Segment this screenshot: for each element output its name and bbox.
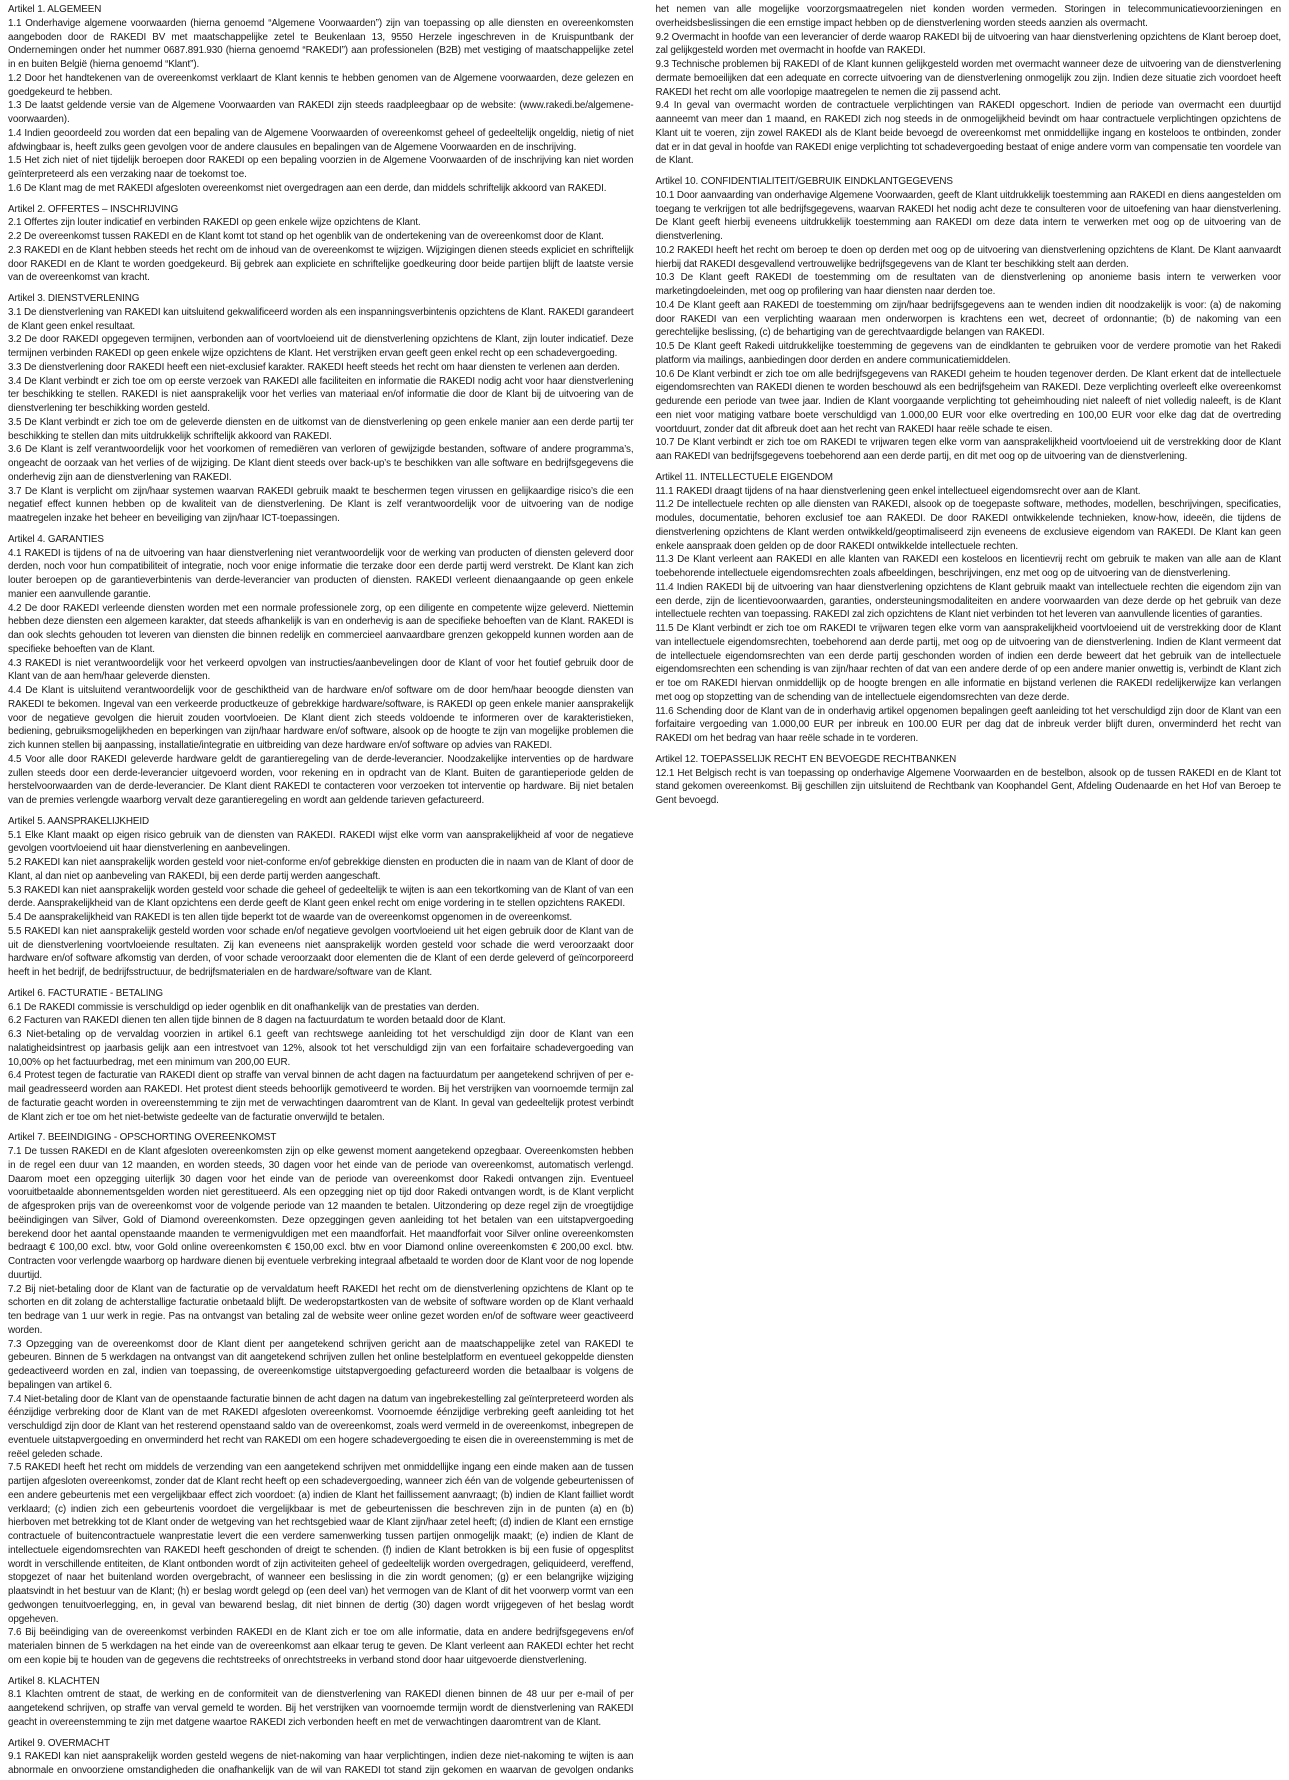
article-paragraph: 11.1 RAKEDI draagt tijdens of na haar dienstverlening geen enkel intellectueel eigendomsrecht over aan de Klant.: [655, 485, 1141, 497]
article-section: [656, 471, 1282, 746]
article-title: Artikel 12. TOEPASSELIJK RECHT EN BEVOEGDE RECHTBANKEN: [655, 753, 957, 765]
article-paragraph: 2.3 RAKEDI en de Klant hebben steeds het recht om de inhoud van de overeenkomst te wijzigen. Wijzigingen dienen steeds expliciet en schriftelijk door RAKEDI en de Klant te worden goedgekeurd. Bij gebrek aan expliciete en schriftelijke goedkeuring door beide partijen blijft de laatste versie van de overeenkomst van kracht.: [8, 244, 634, 284]
article-paragraph: 9.2 Overmacht in hoofde van een leverancier of derde waarop RAKEDI bij de uitvoering van haar dienstverlening opzichtens de Klant beroep doet, zal gelijkgesteld worden met overmacht in hoofde van RAKEDI.: [655, 31, 1281, 57]
article-title: Artikel 3. DIENSTVERLENING: [8, 293, 140, 304]
article-title: Artikel 7. BEEINDIGING - OPSCHORTING OVEREENKOMST: [8, 1132, 277, 1144]
article-paragraph: 4.4 De Klant is uitsluitend verantwoordelijk voor de geschiktheid van de hardware en/of software om de door hem/haar beoogde diensten van RAKEDI te bekomen. Ingeval van een verkeerde productkeuze of gebrekkige hardware/software, is RAKEDI op geen enkele manier aansprakelijk voor de negatieve gevolgen die hieruit zouden voortvloeien. De Klant dient zich steeds voldoende te informeren over de karakteristieken, bediening, gebruiksmogelijkheden en beperkingen van zijn/haar hardware en/of software, alsook op de hoogte te zijn van mogelijke problemen die zich kunnen stellen bij aanpassing, installatie/integratie en uitbreiding van deze hardware en/of software op advies van RAKEDI.: [8, 685, 634, 751]
article-paragraph: 10.2 RAKEDI heeft het recht om beroep te doen op derden met oog op de uitvoering van dienstverlening opzichtens de Klant. De Klant aanvaardt hierbij dat RAKEDI desgevallend vertrouwelijke bedrijfsgegevens van de Klant ter beschikking stelt aan derden.: [655, 244, 1281, 270]
article-title: Artikel 5. AANSPRAKELIJKHEID: [8, 815, 149, 827]
article-paragraph: 11.6 Schending door de Klant van de in onderhavig artikel opgenomen bepalingen geeft aanleiding tot het verschuldigd zijn door de Klant van een forfaitaire vergoeding van 1.000,00 EUR per inbreuk en 100.00 EUR per dag dat de inbreuk verder blijft duren, onverminderd het recht van RAKEDI om het bedrag van haar reële schade in te vorderen.: [655, 705, 1281, 744]
article-section: [8, 203, 634, 286]
article-paragraph: 5.5 RAKEDI kan niet aansprakelijk gesteld worden voor schade en/of negatieve gevolgen voortvloeiend uit het eigen gebruik door de Klant van de uit de dienstverlening voortvloeiende resultaten. Zij kan eveneens niet aansprakelijk worden gesteld voor schade die werd veroorzaakt door hardware en/of software afkomstig van derden, of voor schade veroorzaakt door elementen die de Klant of een derde geleverd of geïncorporeerd heeft in het bedrijf, de bedrijfsstructuur, de bedrijfsmaterialen en de hardware/software van de Klant.: [8, 925, 634, 978]
article-paragraph: 6.3 Niet-betaling op de vervaldag voorzien in artikel 6.1 geeft van rechtswege aanleiding tot het verschuldigd zijn door de Klant van een nalatigheidsintrest op jaarbasis gelijk aan een intrestvoet van 12%, alsook tot het verschuldigd zijn van een forfaitaire schadevergoeding van 10,00% op het factuurbedrag, met een minimum van 200,00 EUR.: [8, 1029, 634, 1068]
article-paragraph: 2.2 De overeenkomst tussen RAKEDI en de Klant komt tot stand op het ogenblik van de ondertekening van de overeenkomst door de Klant.: [8, 231, 604, 242]
article-paragraph: 10.1 Door aanvaarding van onderhavige Algemene Voorwaarden, geeft de Klant uitdrukkelijk toestemming aan RAKEDI en diens aangestelden om toegang te verkrijgen tot alle bedrijfsgegevens, waarvan RAKEDI het nodig acht deze te consulteren voor de uitoefening van haar dienstverlening. De Klant geeft hierbij eveneens uitdrukkelijk toestemming aan RAKEDI om deze data intern te verwerken met oog op de uitvoering van de dienstverlening.: [655, 189, 1281, 242]
article-paragraph: 11.3 De Klant verleent aan RAKEDI en alle klanten van RAKEDI een kosteloos en licentievrij recht om gebruik te maken van alle aan de Klant toebehorende intellectuele eigendomsrechten zoals afbeeldingen, beschrijvingen, enz met oog op de uitvoering van de dienstverlening.: [655, 554, 1281, 579]
article-paragraph: 10.5 De Klant geeft Rakedi uitdrukkelijke toestemming de gegevens van de eindklanten te gebruiken voor de verdere promotie van het Rakedi platform via mailings, aanbiedingen door derden en andere communicatiemiddelen.: [655, 341, 1281, 366]
article-paragraph: 9.4 In geval van overmacht worden de contractuele verplichtingen van RAKEDI opgeschort. Indien de periode van overmacht een duurtijd aanneemt van meer dan 1 maand, en RAKEDI zich nog steeds in de onmogelijkheid bevindt om haar contractuele verplichtingen opzichtens de Klant uit te voeren, zijn zowel RAKEDI als de Klant beide bevoegd de overeenkomst met onmiddellijke ingang en kosteloos te ontbinden, zonder dat er in dat geval in hoofde van RAKEDI enige verplichting tot schadevergoeding bestaat of enige andere vorm van compensatie ten voordele van de Klant.: [655, 100, 1281, 167]
article-paragraph: 4.1 RAKEDI is tijdens of na de uitvoering van haar dienstverlening niet verantwoordelijk voor de werking van producten of diensten geleverd door derden, noch voor hun compatibiliteit of integratie, noch voor enige informatie die terzake door een derde partij werd verstrekt. De Klant kan zich louter beroepen op de garantieverbintenis van derde-leverancier van producten of diensten. RAKEDI verleent dienaangaande op geen enkele manier een aanvullende garantie.: [8, 547, 634, 600]
article-paragraph: 5.2 RAKEDI kan niet aansprakelijk worden gesteld voor niet-conforme en/of gebrekkige diensten en producten die in naam van de Klant of door de Klant, al dan niet op aanbeveling van RAKEDI, bij een derde partij werden aangeschaft.: [8, 857, 634, 882]
article-title: Artikel 11. INTELLECTUELE EIGENDOM: [655, 471, 833, 483]
article-section: [8, 1675, 634, 1730]
article-section: [8, 1131, 634, 1667]
article-paragraph: 6.4 Protest tegen de facturatie van RAKEDI dient op straffe van verval binnen de acht dagen na factuurdatum per aangetekend schrijven of per e-mail geadresseerd worden aan RAKEDI. Het protest dient steeds behoorlijk gemotiveerd te worden. Bij het verstrijken van voornoemde termijn zal de facturatie geacht worden in overeenstemming te zijn met de verwachtingen daaromtrent van de Klant. In geval van gedeeltelijk protest verbindt de Klant zich er toe om het niet-betwiste gedeelte van de facturatie onverwijld te betalen.: [8, 1070, 634, 1123]
article-section: [8, 3, 634, 196]
article-paragraph: 5.1 Elke Klant maakt op eigen risico gebruik van de diensten van RAKEDI. RAKEDI wijst elke vorm van aansprakelijkheid af voor de negatieve gevolgen voortvloeiend uit haar dienstverlening en aanbevelingen.: [8, 829, 634, 855]
article-paragraph: 7.2 Bij niet-betaling door de Klant van de facturatie op de vervaldatum heeft RAKEDI het recht om de dienstverlening opzichtens de Klant op te schorten en dit zolang de achterstallige facturatie onbetaald blijft. De wederopstartkosten van de website of software worden op de Klant verhaald ten bedrage van 1 uur werk in regie. Pas na ontvangst van betaling zal de website weer online gezet worden en/of de software weer geactiveerd worden.: [8, 1283, 634, 1336]
article-paragraph: 4.5 Voor alle door RAKEDI geleverde hardware geldt de garantieregeling van de derde-leverancier. Noodzakelijke interventies op de hardware zullen steeds door een derde-leverancier uitgevoerd worden, voor rekening en in opdracht van de Klant. Buiten de garantieperiode gelden de herstelvoorwaarden van de derde-leverancier. De Klant dient RAKEDI te contacteren voor verzoeken tot interventie op hardware. Bij niet betalen van de premies verlengde waarborg vervalt deze garantieregeling en wordt aan geldende tarieven gefactureerd.: [8, 753, 634, 806]
article-section: [8, 533, 634, 808]
article-paragraph: 2.1 Offertes zijn louter indicatief en verbinden RAKEDI op geen enkele wijze opzichtens de Klant.: [8, 217, 421, 229]
article-paragraph: 12.1 Het Belgisch recht is van toepassing op onderhavige Algemene Voorwaarden en de bestelbon, alsook op de tussen RAKEDI en de Klant tot stand gekomen overeenkomst. Bij geschillen zijn uitsluitend de Rechtbank van Koophandel Gent, Afdeling Oudenaarde en het Hof van Beroep te Gent bevoegd.: [655, 767, 1281, 806]
article-title: Artikel 4. GARANTIES: [8, 533, 104, 545]
article-paragraph: 7.3 Opzegging van de overeenkomst door de Klant dient per aangetekend schrijven gericht aan de maatschappelijke zetel van RAKEDI te gebeuren. Binnen de 5 werkdagen na ontvangst van dit aangetekend schrijven zullen het online bestelplatform en eventueel gekoppelde diensten gedeactiveerd worden en zal, indien van toepassing, de overeenkomstige uitstapvergoeding gefactureerd worden die betaalbaar is volgens de bepalingen van artikel 6.: [8, 1338, 634, 1391]
article-paragraph: 5.3 RAKEDI kan niet aansprakelijk worden gesteld voor schade die geheel of gedeeltelijk te wijten is aan een tekortkoming van de Klant of van een derde. Aansprakelijkheid van de Klant opzichtens een derde geeft de Klant geen enkel recht om enige vordering in te stellen opzichtens RAKEDI.: [8, 884, 634, 910]
article-paragraph: 6.1 De RAKEDI commissie is verschuldigd op ieder ogenblik en dit onafhankelijk van de prestaties van derden.: [8, 1001, 480, 1013]
article-title: Artikel 1. ALGEMEEN: [8, 4, 102, 15]
article-paragraph: 11.5 De Klant verbindt er zich toe om RAKEDI te vrijwaren tegen elke vorm van aansprakelijkheid voortvloeiend uit de verstrekking door de Klant van intellectuele eigendomsrechten, toebehorend aan derde partij, met oog op de uitvoering van de dienstverlening. Indien de Klant vermeent dat de intellectuele eigendomsrechten van een derde partij geschonden worden of indien een derde beweert dat het gebruik van de intellectuele eigendomsrechten een schending is van zijn/haar rechten of dat van een andere derde of op een andere manier onwettig is, verbindt de Klant zich er toe om RAKEDI hiervan onmiddellijk op de hoogte brengen en alle informatie en bijstand verlenen die RAKEDI redelijkerwijze kan verlangen met oog op stopzetting van de schending van de intellectuele eigendomsrechten van deze derde.: [655, 623, 1281, 703]
article-paragraph: 3.5 De Klant verbindt er zich toe om de geleverde diensten en de uitkomst van de dienstverlening op geen enkele manier aan een derde partij ter beschikking te stellen dan mits uitdrukkelijk schriftelijk akkoord van RAKEDI.: [8, 416, 634, 442]
article-paragraph: 10.6 De Klant verbindt er zich toe om alle bedrijfsgegevens van RAKEDI geheim te houden tegenover derden. De Klant erkent dat de intellectuele eigendomsrechten van RAKEDI dienen te worden beschouwd als een bedrijfsgeheim van RAKEDI. Deze verplichting overleeft elke overeenkomst gedurende een periode van twee jaar. Indien de Klant voorgaande verplichting tot geheimhouding niet naleeft of niet volledig naleeft, is de Klant een niet voor matiging vatbare boete verschuldigd van 1.000,00 EUR voor elke overtreding en 100,00 EUR voor elke dag dat de overtreding voortduurt, zonder dat dit afbreuk doet aan het recht van RAKEDI haar reële schade te eisen.: [655, 368, 1281, 435]
article-paragraph: 1.6 De Klant mag de met RAKEDI afgesloten overeenkomst niet overgedragen aan een derde, dan middels schriftelijk akkoord van RAKEDI.: [8, 182, 607, 194]
article-paragraph: 7.6 Bij beëindiging van de overeenkomst verbinden RAKEDI en de Klant zich er toe om alle informatie, data en andere bedrijfsgegevens en/of materialen binnen de 5 werkdagen na het einde van de overeenkomst aan elkaar terug te geven. De Klant verleent aan RAKEDI echter het recht om een kopie bij te houden van de gegevens die rechtstreeks of onrechtstreeks in verband stond door haar uitgevoerde dienstverlening.: [8, 1627, 634, 1666]
article-paragraph: 4.2 De door RAKEDI verleende diensten worden met een normale professionele zorg, op een diligente en competente wijze geleverd. Niettemin hebben deze diensten een algemeen karakter, dat steeds afhankelijk is van en onderhevig is aan de specifieke behoeften van de Klant. RAKEDI is dan ook slechts gehouden tot leveren van diensten die binnen redelijk en commercieel aanvaardbare grenzen gekoppeld kunnen worden aan de specifieke behoeften van de Klant.: [8, 602, 634, 655]
article-paragraph: 3.7 De Klant is verplicht om zijn/haar systemen waarvan RAKEDI gebruik maakt te beschermen tegen virussen en gelijkaardige risico’s die een negatief effect kunnen hebben op de kwaliteit van de dienstverlening. De Klant is zelf verantwoordelijk voor de uitvoering van de nodige maatregelen inzake het beheer en beveiliging van zijn/haar ICT-toepassingen.: [8, 485, 634, 524]
article-paragraph: 9.1 RAKEDI kan niet aansprakelijk worden gesteld wegens de niet-nakoming van haar verplichtingen, indien deze niet-nakoming te wijten is aan abnormale en onvoorziene omstandigheden die onafhankelijk van de wil van RAKEDI tot stand zijn gekomen en waarvan de gevolgen ondanks het nemen van alle mogelijke voorzorgsmaatregelen niet konden worden vermeden. Storingen in telecommunicatievoorzieningen en overheidsbeslissingen die een ernstige impact hebben op de dienstverlening worden steeds aanzien als overmacht.: [8, 4, 1281, 1776]
article-paragraph: 7.5 RAKEDI heeft het recht om middels de verzending van een aangetekend schrijven met onmiddellijke ingang een einde maken aan de tussen partijen afgesloten overeenkomst, zonder dat de Klant recht heeft op een schadevergoeding, wanneer zich één van de volgende gebeurtenissen of een andere gebeurtenis met een vergelijkbaar effect zich voordoet: (a) indien de Klant het faillissement aanvraagt; (b) indien de Klant failliet wordt verklaard; (c) indien zich een gebeurtenis voordoet die vergelijkbaar is met de gebeurtenissen die beschreven zijn in de punten (a) en (b) hierboven met betrekking tot de Klant onder de wetgeving van het rechtsgebied waar de Klant zijn/haar zetel heeft; (d) indien de Klant een ernstige contractuele of buitencontractuele wanprestatie levert die een verdere samenwerking tussen partijen onmogelijk maakt; (e) indien de Klant de intellectuele eigendomsrechten van RAKEDI heeft geschonden of dreigt te schenden. (f) indien de Klant betrokken is bij een fusie of opgesplitst wordt in verschillende entiteiten, de Klant ontbonden wordt of zijn activiteiten geheel of gedeeltelijk worden overgedragen, geliquideerd, vereffend, stopgezet of naar het buitenland worden overgebracht, of wanneer een beslissing in die zin wordt genomen; (g) er een belangrijke wijziging plaatsvindt in het bestuur van de Klant; (h) er beslag wordt gelegd op (een deel van) het vermogen van de Klant of dit het voorwerp vormt van een gedwongen tenuitvoerlegging, en, in geval van bewarend beslag, dit niet binnen de dertig (30) dagen wordt vrijgegeven of het beslag wordt opgeheven.: [8, 1462, 634, 1625]
article-paragraph: 10.4 De Klant geeft aan RAKEDI de toestemming om zijn/haar bedrijfsgegevens aan te wenden indien dit noodzakelijk is voor: (a) de nakoming door RAKEDI van een verplichting waaraan men onderworpen is krachtens een wet, decreet of ordonnantie; (b) de nakoming van een gerechtelijke beslissing, (c) de behartiging van de gerechtvaardigde belangen van RAKEDI.: [655, 299, 1281, 339]
article-paragraph: 7.1 De tussen RAKEDI en de Klant afgesloten overeenkomsten zijn op elke gewenst moment aangetekend opzegbaar. Overeenkomsten hebben in de regel een duur van 12 maanden, en worden steeds, 30 dagen voor het einde van de periode van overeenkomst, automatisch verlengd. Daarom moet een opzegging uiterlijk 30 dagen voor het einde van de periode van overeenkomst door Rakedi ontvangen zijn. Eventueel vooruitbetaalde abonnementsgelden worden niet gerestitueerd. Als een opzegging niet op tijd door Rakedi ontvangen wordt, is de Klant verplicht de afgesproken prijs van de overeenkomst voor de volgende periode van 12 maanden te betalen. Uitzondering op deze regel zijn de vroegtijdige beëindigingen van Silver, Gold of Diamond overeenkomsten. Deze opzeggingen geven aanleiding tot het betalen van een uitstapvergoeding berekend door het aantal openstaande maanden te vermenigvuldigen met een maandforfait. Het maandforfait voor Silver online overeenkomsten bedraagt € 100,00 excl. btw, voor Gold online overeenkomsten € 150,00 excl. btw en voor Diamond online overeenkomsten € 200,00 excl. btw. Contracten voor verlengde waarborg op hardware dienen bij eventuele verbreking integraal afbetaald te worden door de Klant voor de nog lopende duurtijd.: [8, 1146, 634, 1281]
article-section: [656, 175, 1282, 464]
article-paragraph: 4.3 RAKEDI is niet verantwoordelijk voor het verkeerd opvolgen van instructies/aanbevelingen door de Klant of voor het foutief gebruik door de Klant van de aan hem/haar geleverde diensten.: [8, 657, 634, 683]
article-paragraph: 1.1 Onderhavige algemene voorwaarden (hierna genoemd “Algemene Voorwaarden”) zijn van toepassing op alle diensten en overeenkomsten aangeboden door de RAKEDI BV met maatschappelijke zetel te Beukenlaan 13, 9550 Herzele ingeschreven in de Kruispuntbank der Ondernemingen onder het nummer 0687.891.930 (hierna genoemd “RAKEDI”) aan professionelen (B2B) met vestiging of maatschappelijke zetel in en buiten België (hierna genoemd “Klant”).: [8, 17, 634, 70]
article-title: Artikel 10. CONFIDENTIALITEIT/GEBRUIK EINDKLANTGEGEVENS: [655, 176, 953, 187]
article-paragraph: 3.3 De dienstverlening door RAKEDI heeft een niet-exclusief karakter. RAKEDI heeft steeds het recht om haar diensten te verlenen aan derden.: [8, 361, 620, 373]
article-title: Artikel 6. FACTURATIE - BETALING: [8, 987, 163, 999]
article-paragraph: 3.4 De Klant verbindt er zich toe om op eerste verzoek van RAKEDI alle faciliteiten en informatie die RAKEDI nodig acht voor haar dienstverlening ter beschikking te stellen. RAKEDI is niet aansprakelijk voor het verlies van materiaal en/of informatie die door de Klant bij de uitvoering van de dienstverlening ter beschikking worden gesteld.: [8, 375, 634, 414]
article-paragraph: 7.4 Niet-betaling door de Klant van de openstaande facturatie binnen de acht dagen na datum van ingebrekestelling zal geïnterpreteerd worden als éénzijdige verbreking door de Klant van de met RAKEDI afgesloten overeenkomst. Voornoemde éénzijdige verbreking geeft aanleiding tot het verschuldigd zijn door de Klant van het resterend openstaand saldo van de overeenkomst, zoals werd vermeld in de overeenkomst, inbegrepen de eventuele uitstapvergoeding en onverminderd het recht van RAKEDI om een hogere schadevergoeding te eisen die in overeenstemming is met de reëel geleden schade.: [8, 1393, 634, 1460]
article-paragraph: 5.4 De aansprakelijkheid van RAKEDI is ten allen tijde beperkt tot de waarde van de overeenkomst opgenomen in de overeenkomst.: [8, 912, 573, 923]
article-paragraph: 3.1 De dienstverlening van RAKEDI kan uitsluitend gekwalificeerd worden als een inspanningsverbintenis opzichtens de Klant. RAKEDI garandeert de Klant geen enkel resultaat.: [8, 306, 634, 332]
article-section: [656, 753, 1282, 808]
article-section: [8, 292, 634, 526]
article-paragraph: 1.3 De laatst geldende versie van de Algemene Voorwaarden van RAKEDI zijn steeds raadpleegbaar op de website: (www.rakedi.be/algemene-voorwaarden).: [8, 100, 634, 125]
article-title: Artikel 9. OVERMACHT: [8, 1737, 110, 1749]
article-paragraph: 11.4 Indien RAKEDI bij de uitvoering van haar dienstverlening opzichtens de Klant gebruik maakt van intellectuele rechten die eigendom zijn van een derde, zijn de licentievoorwaarden, garanties, ondersteuningsmodaliteiten en andere voorwaarden van deze derde op het gebruik van deze intellectuele rechten van toepassing. RAKEDI zal zich opzichtens de Klant niet verbinden tot het leveren van aanvullende licenties of garanties.: [655, 581, 1281, 621]
article-section: [8, 815, 634, 980]
article-paragraph: 9.3 Technische problemen bij RAKEDI of de Klant kunnen gelijkgesteld worden met overmacht wanneer deze de uitvoering van de dienstverlening dermate bemoeilijken dat een adequate en correcte uitvoering van de dienstverlening onmogelijk zou zijn. Indien deze situatie zich voordoet heeft RAKEDI het recht om alle voorlopige maatregelen te nemen die zij passend acht.: [655, 59, 1281, 98]
article-paragraph: 3.6 De Klant is zelf verantwoordelijk voor het voorkomen of remediëren van verloren of gewijzigde bestanden, software of andere programma’s, ongeacht de oorzaak van het verlies of de wijziging. De Klant dient steeds over back-up’s te beschikken van alle software en bedrijfsgegevens die onderhevig zijn aan de dienstverlening van RAKEDI.: [8, 444, 634, 483]
article-paragraph: 10.3 De Klant geeft RAKEDI de toestemming om de resultaten van de dienstverlening op anonieme basis intern te verwerken voor marketingdoeleinden, met oog op profilering van haar diensten naar derden toe.: [655, 272, 1281, 297]
article-title: Artikel 2. OFFERTES – INSCHRIJVING: [8, 203, 179, 215]
article-paragraph: 6.2 Facturen van RAKEDI dienen ten allen tijde binnen de 8 dagen na factuurdatum te worden betaald door de Klant.: [8, 1015, 506, 1027]
article-paragraph: 1.5 Het zich niet of niet tijdelijk beroepen door RAKEDI op een bepaling voorzien in de Algemene Voorwaarden of de inschrijving kan niet worden geïnterpreteerd als een verzaking naar de toekomst toe.: [8, 155, 634, 180]
article-paragraph: 1.2 Door het handtekenen van de overeenkomst verklaart de Klant kennis te hebben genomen van de Algemene voorwaarden, deze gelezen en goedgekeurd te hebben.: [8, 72, 634, 98]
article-paragraph: 8.1 Klachten omtrent de staat, de werking en de conformiteit van de dienstverlening van RAKEDI dienen binnen de 48 uur per e-mail of per aangetekend schrijven, op straffe van verval gemeld te worden. Bij het verstrijken van voornoemde termijn wordt de dienstverlening van RAKEDI geacht in overeenstemming te zijn met datgene waartoe RAKEDI zich verbonden heeft en met de verwachtingen daaromtrent van de Klant.: [8, 1689, 634, 1728]
article-paragraph: 3.2 De door RAKEDI opgegeven termijnen, verbonden aan of voortvloeiend uit de dienstverlening opzichtens de Klant, zijn louter indicatief. Deze termijnen verbinden RAKEDI op geen enkele wijze opzichtens de Klant. Het verstrijken ervan geeft geen enkel recht op een schadevergoeding.: [8, 334, 634, 359]
article-title: Artikel 8. KLACHTEN: [8, 1675, 100, 1687]
article-paragraph: 10.7 De Klant verbindt er zich toe om RAKEDI te vrijwaren tegen elke vorm van aansprakelijkheid voortvloeiend uit de verstrekking door de Klant aan RAKEDI van bedrijfsgegevens toebehorend aan een derde partij, en dit met oog op de uitvoering van de dienstverlening.: [655, 437, 1281, 462]
article-paragraph: 11.2 De intellectuele rechten op alle diensten van RAKEDI, alsook op de toegepaste software, methodes, modellen, beschrijvingen, specificaties, modules, documentatie, behoren exclusief toe aan RAKEDI. De door RAKEDI ontwikkelende technieken, know-how, ideeën, die tijdens de dienstverlening opzichtens de Klant werden ontwikkeld/geoptimaliseerd zijn eveneens de exclusieve eigendom van RAKEDI. De Klant kan geen enkele aanspraak doen gelden op de door RAKEDI ontwikkelde intellectuele rechten.: [655, 499, 1281, 552]
article-section: [8, 987, 634, 1125]
article-paragraph: 1.4 Indien geoordeeld zou worden dat een bepaling van de Algemene Voorwaarden of overeenkomst geheel of gedeeltelijk ongeldig, nietig of niet afdwingbaar is, heeft zulks geen gevolgen voor de andere clausules en bepalingen van de Algemene Voorwaarden en de inschrijving.: [8, 127, 634, 153]
